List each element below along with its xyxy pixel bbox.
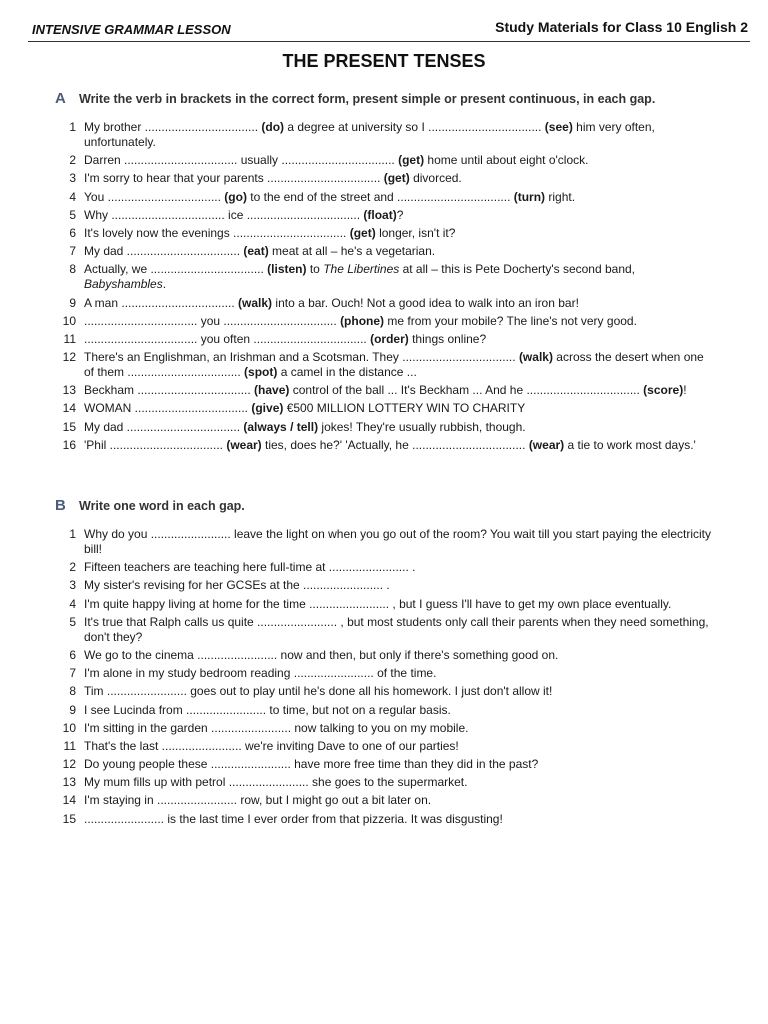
section-a-item: [0, 171, 768, 186]
section-a-item: [0, 190, 768, 205]
item-text-segment: ?: [396, 207, 404, 222]
section-a-item: [0, 153, 768, 168]
item-text: [84, 648, 714, 663]
section-a-item: [0, 401, 768, 416]
item-text: [84, 666, 714, 681]
item-text-segment: to: [306, 262, 324, 277]
item-text-segment: !: [683, 383, 687, 398]
item-number: 2: [69, 153, 76, 168]
item-text-segment: him very often, unfortunately.: [84, 120, 659, 149]
section-b-item: [0, 560, 768, 575]
item-text-segment: I'm sitting in the garden ........................ now talking to you on my mobile.: [84, 720, 469, 735]
verb-cue: (give): [251, 401, 284, 416]
section-a-item: [0, 332, 768, 347]
item-text: [84, 350, 714, 380]
item-number: 3: [69, 171, 76, 186]
section-b-item: [0, 615, 768, 645]
item-text-segment: a tie to work most days.': [564, 437, 696, 452]
item-text: [84, 757, 714, 772]
item-number: 9: [69, 295, 76, 310]
item-text-segment: .: [162, 277, 167, 292]
item-number: 10: [62, 720, 76, 735]
verb-cue: (float): [363, 207, 397, 222]
item-text: [84, 793, 714, 808]
item-text: [84, 171, 714, 186]
section-a-item: [0, 438, 768, 453]
section-b-item: [0, 739, 768, 754]
section-b-items: [0, 527, 768, 827]
item-number: 2: [69, 560, 76, 575]
verb-cue: (see): [544, 120, 573, 134]
item-number: 1: [69, 527, 76, 541]
section-b-instruction-text: Write one word in each gap.: [79, 499, 245, 513]
item-text: [84, 703, 714, 718]
item-number: 13: [62, 775, 76, 790]
item-text-segment: ........................ is the last time I ever order from that pizzeria. It was disgusting!: [84, 811, 503, 826]
item-number: 15: [62, 419, 76, 434]
item-text: [84, 153, 714, 168]
section-b-instruction: [0, 497, 768, 517]
item-text-segment: longer, isn't it?: [375, 225, 456, 240]
verb-cue: (have): [254, 383, 290, 398]
verb-cue: (phone): [340, 313, 385, 328]
item-text: [84, 438, 714, 453]
item-text: [84, 721, 714, 736]
item-text: [84, 775, 714, 790]
item-text-segment: control of the ball ... It's Beckham ... And he ..................................: [289, 383, 644, 398]
section-b-item: [0, 666, 768, 681]
section-a-item: [0, 420, 768, 435]
item-text-segment: Fifteen teachers are teaching here full-time at ........................ .: [84, 560, 416, 575]
item-text-segment: 'Phil ..................................: [84, 437, 227, 452]
item-number: 13: [62, 383, 76, 398]
item-text-segment: I'm quite happy living at home for the time ........................ , but I guess I'll have to get my own place eventually.: [84, 596, 672, 611]
item-text-segment: Why .................................. ice ..................................: [84, 207, 364, 222]
item-text: [84, 226, 714, 241]
item-text-segment: meat at all – he's a vegetarian.: [268, 244, 436, 259]
header-divider: [28, 41, 750, 42]
verb-cue: (wear): [226, 437, 262, 452]
item-number: 14: [62, 401, 76, 416]
item-text: [84, 812, 714, 827]
page-title: THE PRESENT TENSES: [282, 51, 486, 71]
item-text: [84, 420, 714, 435]
item-number: 9: [69, 702, 76, 717]
section-b-item: [0, 793, 768, 808]
item-text-segment: into a bar. Ouch! Not a good idea to walk into an iron bar!: [272, 295, 579, 310]
italic-title: The Libertines: [323, 262, 400, 277]
item-text: [84, 244, 714, 259]
item-number: 12: [62, 350, 76, 365]
item-text-segment: jokes! They're usually rubbish, though.: [318, 419, 526, 434]
verb-cue: (eat): [243, 244, 269, 259]
section-a-item: [0, 296, 768, 311]
item-text-segment: I'm sorry to hear that your parents ..................................: [84, 171, 384, 186]
item-number: 8: [69, 684, 76, 699]
item-number: 7: [69, 666, 76, 681]
section-b-item: [0, 757, 768, 772]
verb-cue: (get): [349, 225, 376, 240]
item-text-segment: to the end of the street and ..................................: [246, 189, 514, 204]
item-number: 10: [62, 313, 76, 328]
item-text: [84, 208, 714, 223]
section-b-item: [0, 703, 768, 718]
item-number: 15: [62, 811, 76, 826]
item-text: [84, 615, 714, 645]
item-text-segment: Do young people these ........................ have more free time than they did in the past?: [84, 757, 539, 772]
item-text: [84, 262, 714, 292]
section-a-items: [0, 120, 768, 453]
item-text-segment: right.: [545, 189, 576, 204]
item-text-segment: across the desert when one of them ..................................: [84, 350, 708, 380]
item-text-segment: My dad ..................................: [84, 419, 244, 434]
item-text-segment: things online?: [408, 331, 487, 346]
item-text-segment: Tim ........................ goes out to play until he's done all his homework. I just don't allow it!: [84, 684, 553, 699]
item-text-segment: A man ..................................: [84, 295, 239, 310]
item-number: 14: [62, 793, 76, 808]
item-text: [84, 527, 714, 557]
item-number: 6: [69, 647, 76, 662]
item-text-segment: That's the last ........................ we're inviting Dave to one of our parties!: [84, 738, 459, 753]
exercise-section-b: [0, 497, 768, 830]
item-text-segment: There's an Englishman, an Irishman and a Scotsman. They ..................................: [84, 350, 519, 365]
item-text-segment: Actually, we ..................................: [84, 262, 268, 277]
item-text: [84, 560, 714, 575]
item-text: [84, 383, 714, 398]
italic-title: Babyshambles: [84, 277, 163, 292]
item-number: 16: [62, 437, 76, 452]
section-b-item: [0, 812, 768, 827]
header-lesson-label: INTENSIVE GRAMMAR LESSON: [32, 22, 231, 37]
item-text: [84, 684, 714, 699]
item-number: 1: [69, 120, 76, 134]
item-number: 11: [63, 738, 76, 753]
item-text-segment: Darren .................................. usually ..................................: [84, 153, 399, 168]
header-course-label: Study Materials for Class 10 English 2: [495, 19, 748, 35]
section-a-item: [0, 208, 768, 223]
verb-cue: (go): [224, 189, 247, 204]
item-number: 3: [69, 578, 76, 593]
item-text: [84, 578, 714, 593]
verb-cue: (spot): [244, 365, 278, 380]
verb-cue: (always / tell): [243, 419, 319, 434]
item-text-segment: My dad ..................................: [84, 244, 244, 259]
section-a-instruction: [0, 90, 768, 110]
section-a-item: [0, 226, 768, 241]
section-a-item: [0, 244, 768, 259]
item-text-segment: I see Lucinda from ........................ to time, but not on a regular basis.: [84, 702, 451, 717]
item-text-segment: We go to the cinema ........................ now and then, but only if there's something good on.: [84, 647, 559, 662]
section-a-item: [0, 120, 768, 150]
section-a-item: [0, 262, 768, 292]
verb-cue: (do): [261, 120, 285, 134]
section-b-letter: B: [55, 497, 66, 514]
item-text: [84, 739, 714, 754]
section-b-item: [0, 578, 768, 593]
section-a-item: [0, 350, 768, 380]
verb-cue: (listen): [267, 262, 307, 277]
verb-cue: (get): [383, 171, 410, 186]
item-text-segment: My sister's revising for her GCSEs at the ........................ .: [84, 578, 390, 593]
item-text-segment: My brother ..................................: [84, 120, 262, 134]
item-text-segment: I'm alone in my study bedroom reading ........................ of the time.: [84, 666, 437, 681]
item-number: 11: [63, 331, 76, 346]
item-number: 4: [69, 596, 76, 611]
item-text-segment: me from your mobile? The line's not very good.: [384, 313, 637, 328]
verb-cue: (score): [643, 383, 684, 398]
item-text-segment: a camel in the distance ...: [277, 365, 417, 380]
item-text-segment: €500 MILLION LOTTERY WIN TO CHARITY: [283, 401, 526, 416]
item-text: [84, 296, 714, 311]
item-number: 12: [62, 757, 76, 772]
section-a-instruction-text: Write the verb in brackets in the correct form, present simple or present continuous, in each gap.: [79, 92, 656, 106]
item-number: 8: [69, 262, 76, 277]
verb-cue: (order): [370, 331, 409, 346]
item-text-segment: It's true that Ralph calls us quite ........................ , but most students only call their parents when they need something, don't they?: [84, 614, 712, 644]
item-text-segment: .................................. you ..................................: [84, 313, 341, 328]
item-text-segment: You ..................................: [84, 189, 225, 204]
item-text: [84, 401, 714, 416]
item-text: [84, 190, 714, 205]
item-text-segment: Why do you ........................ leave the light on when you go out of the room? You wait till you start paying the electricity bill!: [84, 527, 715, 556]
section-b-item: [0, 597, 768, 612]
item-number: 5: [69, 614, 76, 629]
section-a-letter: A: [55, 90, 66, 107]
item-text-segment: WOMAN ..................................: [84, 401, 252, 416]
item-text-segment: I'm staying in ........................ row, but I might go out a bit later on.: [84, 793, 432, 808]
item-text-segment: ties, does he?' 'Actually, he ..................................: [261, 437, 529, 452]
section-b-item: [0, 648, 768, 663]
verb-cue: (wear): [528, 437, 565, 452]
item-text-segment: My mum fills up with petrol ........................ she goes to the supermarket.: [84, 775, 468, 790]
verb-cue: (turn): [513, 189, 546, 204]
item-text: [84, 597, 714, 612]
item-text-segment: Beckham ..................................: [84, 383, 255, 398]
verb-cue: (walk): [518, 350, 553, 365]
item-text-segment: It's lovely now the evenings ..................................: [84, 225, 350, 240]
item-number: 5: [69, 207, 76, 222]
exercise-section-a: [0, 90, 768, 456]
item-text-segment: .................................. you often ..................................: [84, 331, 371, 346]
item-number: 7: [69, 244, 76, 259]
item-number: 4: [69, 189, 76, 204]
section-b-item: [0, 721, 768, 736]
item-text: [84, 314, 714, 329]
section-a-item: [0, 314, 768, 329]
item-text-segment: divorced.: [409, 171, 462, 186]
section-b-item: [0, 684, 768, 699]
item-text: [84, 332, 714, 347]
item-text-segment: home until about eight o'clock.: [424, 153, 589, 168]
item-text-segment: a degree at university so I ..................................: [284, 120, 545, 134]
verb-cue: (get): [398, 153, 425, 168]
item-number: 6: [69, 225, 76, 240]
item-text-segment: at all – this is Pete Docherty's second band,: [399, 262, 639, 277]
section-b-item: [0, 775, 768, 790]
section-a-item: [0, 383, 768, 398]
item-text: [84, 120, 714, 150]
section-b-item: [0, 527, 768, 557]
verb-cue: (walk): [238, 295, 273, 310]
